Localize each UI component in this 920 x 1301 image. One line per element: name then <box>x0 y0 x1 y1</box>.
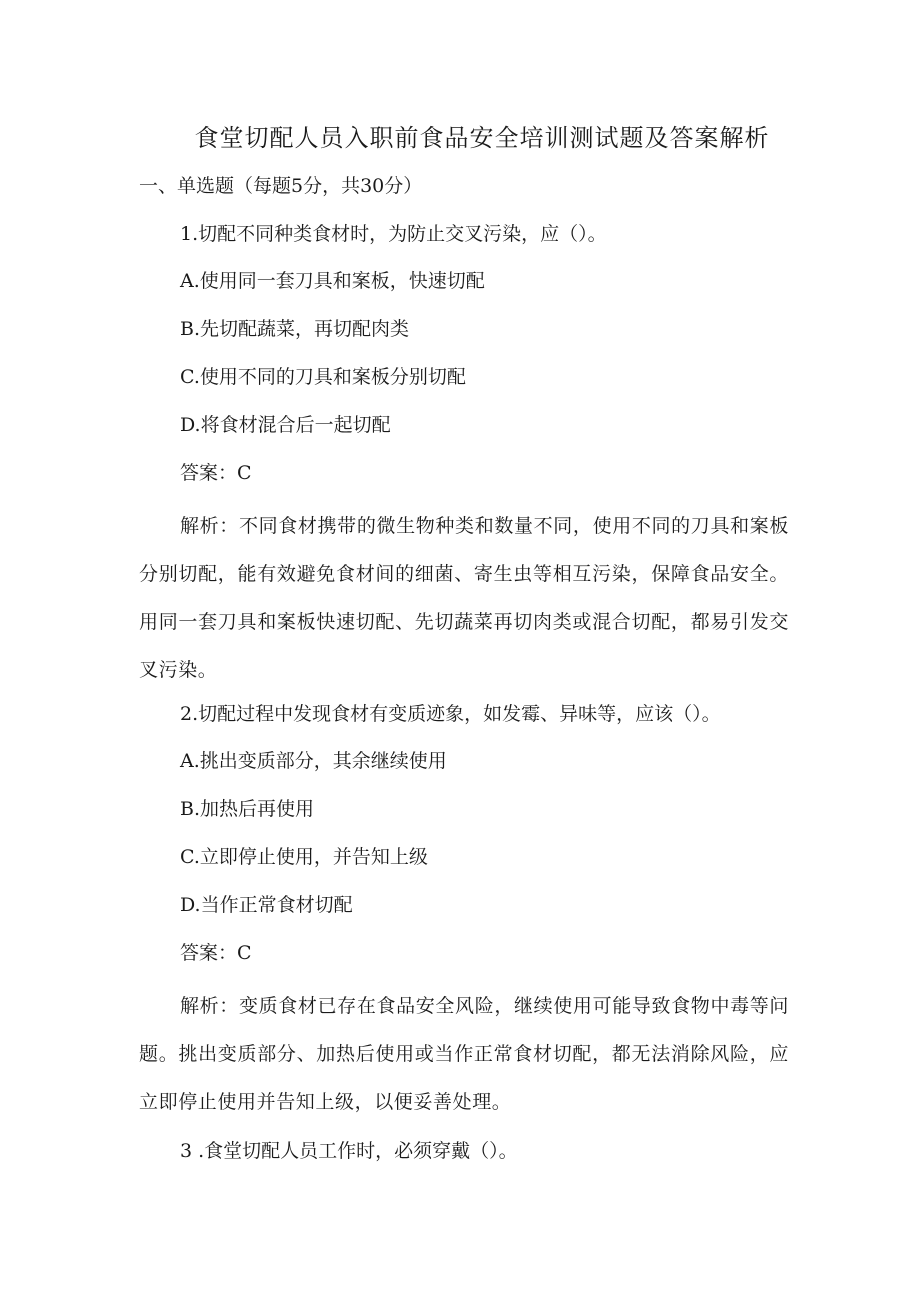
section-heading: 一、单选题（每题5分，共30分） <box>139 175 423 197</box>
question-2-option-b: B.加热后再使用 <box>180 798 315 820</box>
question-2-option-c: C.立即停止使用，并告知上级 <box>180 846 428 868</box>
question-2-answer: 答案：C <box>180 942 252 964</box>
question-1-answer: 答案：C <box>180 462 252 484</box>
question-2-stem: 2.切配过程中发现食材有变质迹象，如发霉、异味等，应该（）。 <box>180 703 721 725</box>
question-1-option-d: D.将食材混合后一起切配 <box>180 414 391 436</box>
question-1-option-c: C.使用不同的刀具和案板分别切配 <box>180 366 466 388</box>
question-1-analysis: 解析：不同食材携带的微生物种类和数量不同，使用不同的刀具和案板分别切配，能有效避免食材间的细菌、寄生虫等相互污染，保障食品安全。用同一套刀具和案板快速切配、先切蔬菜再切肉类或混合切配，都易引发交叉污染。 <box>139 515 789 681</box>
question-1-option-b: B.先切配蔬菜，再切配肉类 <box>180 318 410 340</box>
question-2-option-d: D.当作正常食材切配 <box>180 894 353 916</box>
question-2-analysis: 解析：变质食材已存在食品安全风险，继续使用可能导致食物中毒等问题。挑出变质部分、加热后使用或当作正常食材切配，都无法消除风险，应立即停止使用并告知上级，以便妥善处理。 <box>139 995 789 1113</box>
question-3-stem: 3 .食堂切配人员工作时，必须穿戴（）。 <box>180 1140 518 1162</box>
question-1-option-a: A.使用同一套刀具和案板，快速切配 <box>180 270 485 292</box>
question-2-option-a: A.挑出变质部分，其余继续使用 <box>180 750 447 772</box>
question-1-stem: 1.切配不同种类食材时，为防止交叉污染，应（）。 <box>180 223 607 245</box>
document-title: 食堂切配人员入职前食品安全培训测试题及答案解析 <box>194 124 770 152</box>
